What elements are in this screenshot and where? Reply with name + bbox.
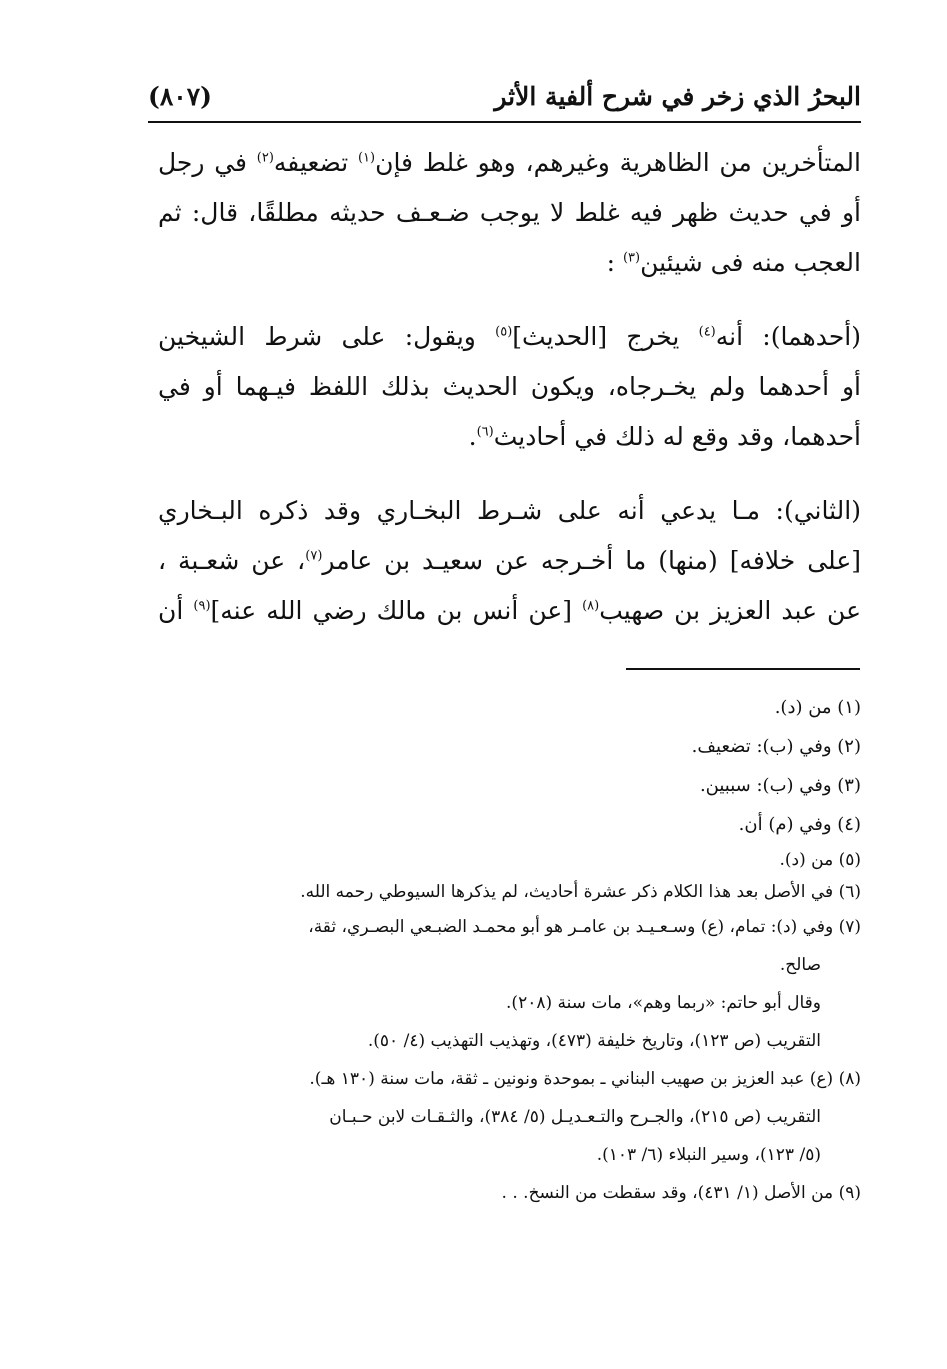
text-line: المتأخرين من الظاهرية وغيرهم، وهو غلط فإن$^{(١)}$ تضعيفه$^{(٢)}$ في رجل <box>158 148 861 177</box>
header-rule <box>148 121 861 123</box>
footnote-continuation: التقريب (ص ٢١٥)، والجـرح والتـعـديـل (٥/ ٣٨٤)، والثـقـات لابن حـبـان <box>329 1107 821 1127</box>
text-line: أو في حديث ظهر فيه غلط لا يوجب ضـعـف حديثه مطلقًا، قال: ثم <box>158 198 861 227</box>
page-number: (٨٠٧) <box>148 82 212 111</box>
page-header <box>148 78 861 122</box>
footnote-marker: (٥) <box>495 324 513 340</box>
footnote: (٩) من الأصل (١/ ٤٣١)، وقد سقطت من النسخ. . . <box>501 1183 861 1203</box>
footnote-continuation: وقال أبو حاتم: «ربما وهم»، مات سنة (٢٠٨). <box>506 993 821 1013</box>
footnote: (٥) من (د). <box>779 850 861 870</box>
footnote-marker: (٩) <box>193 598 211 614</box>
footnote-marker: (١) <box>357 150 376 166</box>
footnote: (٨) (ع) عبد العزيز بن صهيب البناني ـ بموحدة ونونين ـ ثقة، مات سنة (١٣٠ هـ). <box>309 1069 861 1089</box>
footnote-marker: (٦) <box>476 424 494 440</box>
footnote: (٣) وفي (ب): سببين. <box>699 775 861 796</box>
footnote: (٤) وفي (م) أن. <box>738 814 861 835</box>
footnote: (٧) وفي (د): تمام، (ع) وسـعـيـد بن عامـر هو أبو محمـد الضبـعي البصـري، ثقة، <box>308 917 861 937</box>
footnote: (١) من (د). <box>774 697 861 718</box>
footnote-marker: (٤) <box>698 324 716 340</box>
footnote-marker: (٣) <box>622 250 641 266</box>
footnote-continuation: صالح. <box>779 955 821 975</box>
text-line: (الثاني): مـا يدعي أنه على شـرط البخـاري وقد ذكره البـخاري <box>158 496 861 525</box>
footnote-marker: (٢) <box>256 150 274 166</box>
main-text <box>158 138 861 636</box>
text-line: (أحدهما): أنه$^{(٤)}$ يخرج [الحديث]$^{(٥)}$ ويقول: على شرط الشيخين <box>158 322 861 351</box>
footnote: (٦) في الأصل بعد هذا الكلام ذكر عشرة أحاديث، لم يذكرها السيوطي رحمه الله. <box>300 882 861 902</box>
footnote-marker: (٧) <box>305 548 323 564</box>
footnote-marker: (٨) <box>582 598 600 614</box>
text-line: أحدهما، وقد وقع له ذلك في أحاديث$^{(٦)}$. <box>468 422 861 451</box>
text-line: عن عبد العزيز بن صهيب$^{(٨)}$ [عن أنس بن مالك رضي الله عنه]$^{(٩)}$ أن <box>158 596 861 625</box>
footnote-continuation: (٥/ ١٢٣)، وسير النبلاء (٦/ ١٠٣). <box>596 1145 821 1165</box>
text-line: [على خلافه] (منها) ما أخـرجه عن سعيـد بن عامر$^{(٧)}$، عن شعـبة ، <box>158 546 861 575</box>
text-line: العجب منه فى شيئين$^{(٣)}$ : <box>606 248 861 277</box>
footnote-continuation: التقريب (ص ١٢٣)، وتاريخ خليفة (٤٧٣)، وتهذيب التهذيب (٤/ ٥٠). <box>367 1031 821 1051</box>
footnotes <box>150 688 861 1212</box>
footnote-separator <box>626 668 860 670</box>
book-title: البحرُ الذي زخر في شرح ألفية الأثر <box>494 82 861 111</box>
footnote: (٢) وفي (ب): تضعيف. <box>691 736 861 757</box>
text-line: أو أحدهما ولم يخـرجاه، ويكون الحديث بذلك اللفظ فيـهما أو في <box>158 372 861 401</box>
